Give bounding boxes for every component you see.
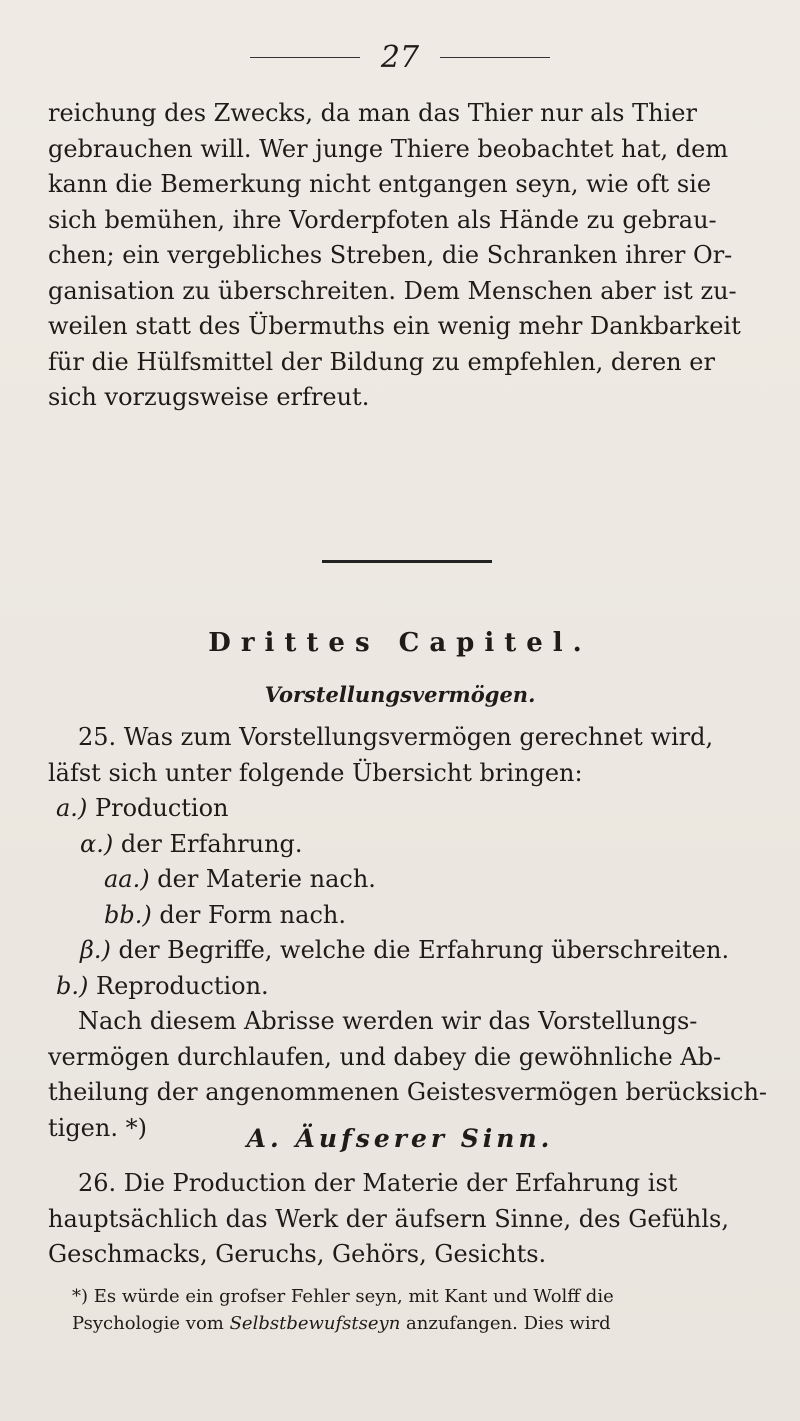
list-item [56, 898, 776, 934]
section-26 [48, 1166, 768, 1273]
text-line: sich vorzugsweise erfreut. [48, 383, 370, 411]
chapter-subtitle: Vorstellungsvermögen. [264, 682, 536, 707]
text-line: chen; ein vergebliches Streben, die Schranken ihrer Or- [48, 241, 733, 269]
text-line: reichung des Zwecks, da man das Thier nur als Thier [48, 99, 697, 127]
text-line: tigen. *) [48, 1113, 147, 1142]
text-line: vermögen durchlaufen, und dabey die gewöhnliche Ab- [48, 1042, 722, 1071]
list-text: der Erfahrung. [120, 829, 303, 858]
text-line: ganisation zu überschreiten. Dem Menschen aber ist zu- [48, 276, 737, 305]
footnote-line [72, 1310, 772, 1337]
list-text: der Begriffe, welche die Erfahrung überschreiten. [118, 936, 730, 964]
footnote-text: anzufangen. Dies wird [400, 1313, 611, 1334]
section-heading: A. Äufserer Sinn. [246, 1124, 554, 1153]
page-header [0, 40, 800, 75]
list-marker: β.) [80, 936, 111, 964]
text-line: hauptsächlich das Werk der äufsern Sinne, des Gefühls, [48, 1204, 729, 1233]
text-line: 25. Was zum Vorstellungsvermögen gerechnet wird, [78, 723, 714, 751]
overview-list [56, 791, 776, 1004]
list-marker: b.) [56, 971, 89, 1000]
text-line: sich bemühen, ihre Vorderpfoten als Hände zu gebrau- [48, 205, 717, 234]
text-line: Nach diesem Abrisse werden wir das Vorstellungs- [78, 1007, 698, 1035]
list-marker: a.) [56, 794, 88, 822]
list-item [56, 933, 776, 969]
text-line: kann die Bemerkung nicht entgangen seyn, wie oft sie [48, 170, 712, 198]
footnote [72, 1283, 772, 1337]
text-line: 26. Die Production der Materie der Erfahrung ist [78, 1169, 678, 1197]
list-marker: aa.) [104, 865, 150, 893]
section-25-intro [48, 720, 768, 791]
footnote-italic-term: Selbstbewufstseyn [229, 1313, 401, 1334]
list-item [56, 862, 776, 898]
section-divider [322, 560, 492, 563]
text-line: weilen statt des Übermuths ein wenig mehr Dankbarkeit [48, 312, 741, 340]
list-item [56, 791, 776, 827]
text-line: theilung der angenommenen Geistesvermögen berücksich- [48, 1078, 768, 1106]
list-text: Reproduction. [96, 971, 269, 1000]
list-item [56, 969, 776, 1005]
list-item [56, 827, 776, 863]
text-line: läfst sich unter folgende Übersicht bringen: [48, 758, 583, 787]
list-marker: α.) [80, 829, 114, 858]
header-rule-left [250, 57, 360, 58]
list-text: der Materie nach. [157, 865, 376, 893]
text-line: für die Hülfsmittel der Bildung zu empfehlen, deren er [48, 347, 715, 376]
footnote-text: Psychologie vom [72, 1313, 230, 1334]
text-line: Geschmacks, Geruchs, Gehörs, Gesichts. [48, 1240, 547, 1268]
top-paragraph [48, 96, 768, 416]
list-text: der Form nach. [159, 900, 346, 929]
list-marker: bb.) [104, 900, 152, 929]
footnote-line: *) Es würde ein grofser Fehler seyn, mit Kant und Wolff die [72, 1286, 614, 1307]
text-line: gebrauchen will. Wer junge Thiere beobachtet hat, dem [48, 134, 729, 163]
chapter-title: Drittes Capitel. [208, 628, 592, 658]
list-text: Production [94, 794, 229, 822]
page-number: 27 [380, 40, 420, 75]
header-rule-right [440, 57, 550, 58]
